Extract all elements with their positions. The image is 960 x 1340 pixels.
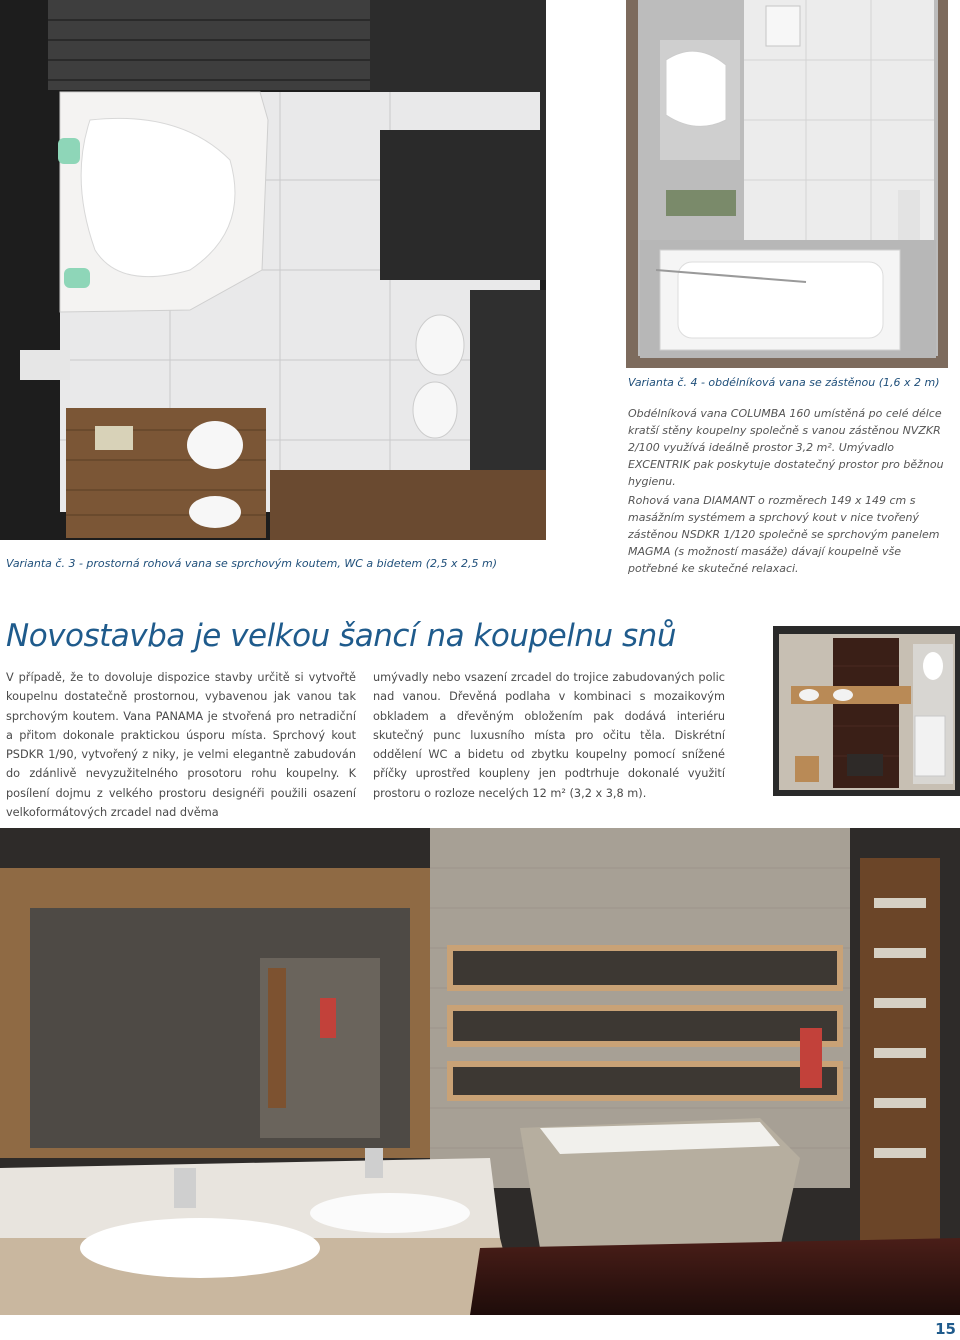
article-column-2: umývadly nebo vsazení zrcadel do trojice zabudovaných polic nad vanou. Dřevěná podlaha v kombinaci s mozaikovým obkladem a dřevěným obložením pak dodává interiéru skutečný punc luxusního místa pro očitu těla. Diskrétní oddělení WC a bidetu od zbytku koupelny pomocí snížené příčky uprostřed koupleny jen podtrhuje dokonalé využití prostoru o rozloze necelých 12 m² (3,2 x 3,8 m). [373,671,725,800]
page-number: 15 [935,1320,956,1338]
variant-3-caption-text: Rohová vana DIAMANT o rozměrech 149 x 149 cm s masážním systémem a sprchový kout v nice tvořený zástěnou NSDKR 1/120 společně se sprchovým panelem MAGMA (s možností masáže) dávají koupelně vše potřebné ke skutečné relaxaci. [628,494,940,575]
article-column-1: V případě, že to dovoluje dispozice stavby určitě si vytvořtě koupelnu dostatečně prostornou, vybavenou jak vanou tak sprchovým koutem. Vana PANAMA je stvořená pro netradiční a přitom dokonale praktickou úsporu místa. Sprchový kout PSDKR 1/90, vytvořený z niky, je velmi elegantně zabudován do zdánlivě nevyzužitelného prosotoru rohu koupelny. K posílení dojmu z velkého prostoru designéři použili osazení velkoformátových zrcadel nad dvěma [6,671,356,820]
variant-4-caption-title: Varianta č. 4 - obdélníková vana se zástěnou (1,6 x 2 m) [628,376,940,389]
article-headline: Novostavba je velkou šancí na koupelnu snů [6,618,676,654]
variant-3-caption-title: Varianta č. 3 - prostorná rohová vana se sprchovým koutem, WC a bidetem (2,5 x 2,5 m) [6,557,498,570]
bathroom-plan-variant-3-image [0,0,546,540]
bathroom-plan-variant-4-image [626,0,948,368]
bathroom-render-image [0,828,960,1315]
variant-4-caption-text: Obdélníková vana COLUMBA 160 umístěná po celé délce kratší stěny koupelny společně s vanou zástěnou NVZKR 2/100 využívá ideálně prostor 3,2 m². Umývadlo EXCENTRIK pak poskytuje dostatečný prostor pro běžnou hygienu. [628,407,944,488]
bathroom-plan-small-image [773,626,960,796]
